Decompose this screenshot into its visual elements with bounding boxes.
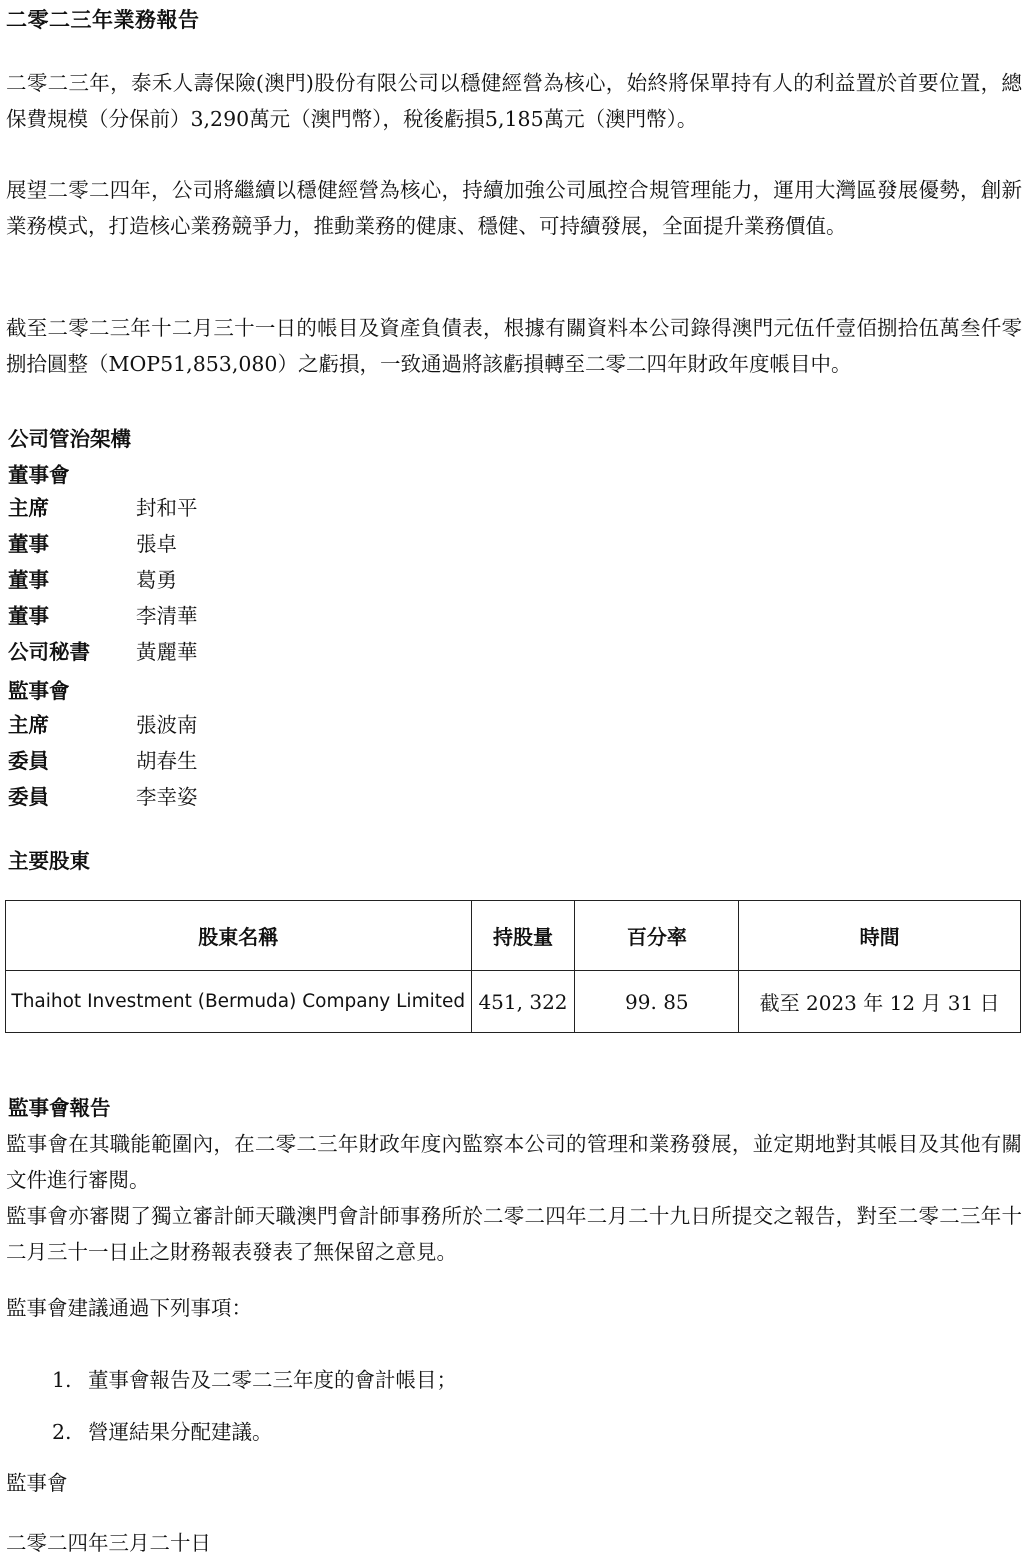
member-role: 委員 [8, 749, 49, 773]
member-name: 封和平 [136, 496, 198, 520]
list-number: 2. [52, 1420, 72, 1444]
paragraph-supervision: 監事會在其職能範圍內，在二零二三年財政年度內監察本公司的管理和業務發展，並定期地對其帳目及其他有關文件進行審閱。 [6, 1132, 1022, 1192]
member-name: 李清華 [136, 604, 198, 628]
list-item [52, 1363, 457, 1393]
list-item [52, 1415, 273, 1445]
member-role: 主席 [8, 496, 49, 520]
board-member-row [8, 596, 198, 632]
table-header-row [6, 901, 1021, 971]
member-role: 董事 [8, 604, 49, 628]
supervisory-member-row [8, 777, 198, 813]
member-name: 張卓 [136, 532, 177, 556]
board-member-row [8, 524, 177, 560]
member-name: 李幸姿 [136, 785, 198, 809]
supervisory-member-row [8, 741, 198, 777]
page-title: 二零二三年業務報告 [6, 8, 200, 32]
governance-heading: 公司管治架構 [8, 427, 131, 451]
member-role: 公司秘書 [8, 640, 90, 664]
header-shareholder-name: 股東名稱 [6, 901, 472, 971]
board-member-row [8, 488, 198, 524]
report-date: 二零二四年三月二十日 [6, 1531, 211, 1555]
supervisory-member-row [8, 705, 198, 741]
table-row [6, 971, 1021, 1033]
shareholders-heading: 主要股東 [8, 849, 90, 873]
cell-shareholder-name: Thaihot Investment (Bermuda) Company Limited [6, 971, 472, 1033]
paragraph-recommendation: 監事會建議通過下列事項： [6, 1296, 252, 1320]
member-role: 主席 [8, 713, 49, 737]
member-role: 董事 [8, 532, 49, 556]
signature: 監事會 [6, 1471, 68, 1495]
cell-time: 截至 2023 年 12 月 31 日 [739, 971, 1021, 1033]
paragraph-audit: 監事會亦審閱了獨立審計師天職澳門會計師事務所於二零二四年二月二十九日所提交之報告，對至二零二三年十二月三十一日止之財務報表發表了無保留之意見。 [6, 1204, 1022, 1264]
member-name: 張波南 [136, 713, 198, 737]
board-member-row [8, 632, 198, 668]
paragraph-overview: 二零二三年，泰禾人壽保險(澳門)股份有限公司以穩健經營為核心，始終將保單持有人的利益置於首要位置，總保費規模（分保前）3,290萬元（澳門幣），稅後虧損5,185萬元（澳門幣）。 [6, 71, 1022, 131]
member-name: 黃麗華 [136, 640, 198, 664]
header-time: 時間 [739, 901, 1021, 971]
member-role: 委員 [8, 785, 49, 809]
header-shareholding: 持股量 [471, 901, 575, 971]
paragraph-loss: 截至二零二三年十二月三十一日的帳目及資產負債表，根據有關資料本公司錄得澳門元伍仟壹佰捌拾伍萬叁仟零捌拾圓整（MOP51,853,080）之虧損，一致通過將該虧損轉至二零二四年財政年度帳目中。 [6, 316, 1022, 376]
cell-percentage: 99. 85 [575, 971, 739, 1033]
shareholders-table [5, 900, 1021, 1033]
supervisory-heading: 監事會 [8, 679, 70, 703]
list-number: 1. [52, 1368, 72, 1392]
supervisory-report-heading: 監事會報告 [8, 1096, 111, 1120]
header-percentage: 百分率 [575, 901, 739, 971]
list-text: 營運結果分配建議。 [88, 1420, 273, 1444]
paragraph-outlook: 展望二零二四年，公司將繼續以穩健經營為核心，持續加強公司風控合規管理能力，運用大灣區發展優勢，創新業務模式，打造核心業務競爭力，推動業務的健康、穩健、可持續發展，全面提升業務價值。 [6, 178, 1022, 238]
cell-shareholding: 451, 322 [471, 971, 575, 1033]
board-heading: 董事會 [8, 463, 70, 487]
member-name: 胡春生 [136, 749, 198, 773]
member-role: 董事 [8, 568, 49, 592]
board-member-row [8, 560, 177, 596]
member-name: 葛勇 [136, 568, 177, 592]
list-text: 董事會報告及二零二三年度的會計帳目； [88, 1368, 457, 1392]
